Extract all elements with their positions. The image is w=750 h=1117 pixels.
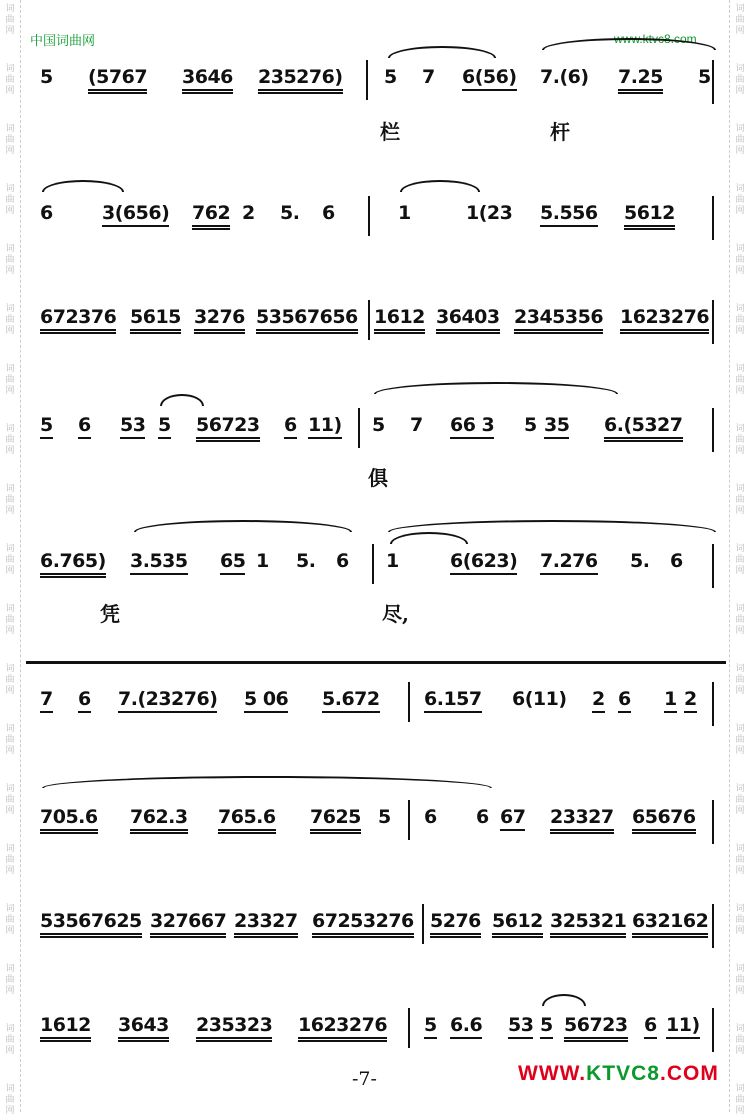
- slur: [542, 994, 586, 1006]
- note-group: 235323: [196, 1014, 272, 1042]
- note-group: 7.(23276): [118, 688, 217, 713]
- barline: [712, 682, 714, 726]
- lyric: 杆: [550, 120, 570, 144]
- side-watermark-text: 词 曲 网: [5, 544, 15, 576]
- note-group: 5.556: [540, 202, 598, 227]
- note-group: 1(23: [466, 202, 513, 224]
- barline: [366, 60, 368, 100]
- note-group: 6: [40, 202, 53, 224]
- brand-url-suffix: .COM: [660, 1062, 719, 1085]
- staff-row-1: [38, 60, 718, 100]
- side-watermark-text: 词 曲 网: [5, 844, 15, 876]
- note-group: 235276): [258, 66, 343, 94]
- slur: [42, 180, 124, 192]
- side-watermark-text: 词 曲 网: [5, 4, 15, 36]
- side-watermark-text: 词 曲 网: [5, 364, 15, 396]
- brand-url-prefix: WWW.: [518, 1062, 587, 1085]
- side-watermark-text: 词 曲 网: [5, 784, 15, 816]
- barline: [372, 544, 374, 584]
- note-group: 1: [398, 202, 411, 224]
- side-watermark-text: 词 曲 网: [735, 4, 745, 36]
- note-group: 5.672: [322, 688, 380, 713]
- note-group: 6.(5327: [604, 414, 683, 442]
- barline: [368, 196, 370, 236]
- note-group: 762: [192, 202, 230, 230]
- side-watermark-text: 词 曲 网: [5, 64, 15, 96]
- note-group: 762.3: [130, 806, 188, 834]
- note-group: 1612: [40, 1014, 91, 1042]
- note-group: 6: [284, 414, 297, 439]
- note-group: 5.: [296, 550, 316, 572]
- brand-url-top-right: www.ktvc8.com: [614, 32, 697, 46]
- note-group: 7.25: [618, 66, 663, 94]
- side-watermark-text: 词 曲 网: [735, 844, 745, 876]
- note-group: 66 3: [450, 414, 494, 439]
- note-group: 67253276: [312, 910, 414, 938]
- barline: [712, 300, 714, 344]
- note-group: 6: [78, 688, 91, 713]
- side-watermark-text: 词 曲 网: [735, 964, 745, 996]
- staff-row-7: [38, 800, 718, 840]
- note-group: 5615: [130, 306, 181, 334]
- note-group: 5: [158, 414, 171, 439]
- slur: [160, 394, 204, 406]
- note-group: 5: [698, 66, 711, 88]
- slur: [388, 520, 716, 532]
- note-group: 5.: [280, 202, 300, 224]
- note-group: 3(656): [102, 202, 169, 227]
- staff-row-9: [38, 1008, 718, 1048]
- side-watermark-text: 词 曲 网: [5, 184, 15, 216]
- note-group: 56723: [196, 414, 260, 442]
- barline: [712, 904, 714, 948]
- note-group: 672376: [40, 306, 116, 334]
- staff-row-3: [38, 300, 718, 340]
- note-group: 6.765): [40, 550, 106, 578]
- note-group: 65676: [632, 806, 696, 834]
- side-watermark-text: 词 曲 网: [5, 904, 15, 936]
- note-group: 5: [424, 1014, 437, 1039]
- note-group: 6: [322, 202, 335, 224]
- lyric: 栏: [380, 120, 400, 144]
- note-group: 3643: [118, 1014, 169, 1042]
- note-group: 11): [308, 414, 342, 439]
- side-watermark-text: 词 曲 网: [735, 64, 745, 96]
- side-watermark-text: 词 曲 网: [5, 124, 15, 156]
- note-group: 53: [120, 414, 145, 439]
- note-group: 5.: [630, 550, 650, 572]
- note-group: 632162: [632, 910, 708, 938]
- side-watermark-text: 词 曲 网: [5, 424, 15, 456]
- page-number: -7-: [352, 1068, 377, 1090]
- side-watermark-text: 词 曲 网: [735, 664, 745, 696]
- note-group: 2: [592, 688, 605, 713]
- note-group: 11): [666, 1014, 700, 1039]
- note-group: 1: [664, 688, 677, 713]
- staff-row-4: [38, 408, 718, 448]
- note-group: 705.6: [40, 806, 98, 834]
- note-group: 56723: [564, 1014, 628, 1042]
- note-group: 7: [40, 688, 53, 713]
- side-watermark-text: 词 曲 网: [735, 784, 745, 816]
- note-group: 5: [384, 66, 397, 88]
- barline: [358, 408, 360, 448]
- note-group: 765.6: [218, 806, 276, 834]
- note-group: 23327: [234, 910, 298, 938]
- note-group: 6: [644, 1014, 657, 1039]
- barline: [408, 800, 410, 840]
- barline: [368, 300, 370, 340]
- side-watermark-text: 词 曲 网: [735, 184, 745, 216]
- note-group: 1: [256, 550, 269, 572]
- note-group: 5: [40, 414, 53, 439]
- note-group: 2345356: [514, 306, 603, 334]
- side-watermark-text: 词 曲 网: [5, 1084, 15, 1116]
- note-group: 3.535: [130, 550, 188, 575]
- side-watermark-text: 词 曲 网: [735, 124, 745, 156]
- side-watermark-text: 词 曲 网: [5, 724, 15, 756]
- side-watermark-text: 词 曲 网: [5, 1024, 15, 1056]
- side-watermark-text: 词 曲 网: [735, 604, 745, 636]
- brand-text-top-left: 中国词曲网: [30, 33, 96, 48]
- note-group: 7: [410, 414, 423, 436]
- lyric: 尽,: [382, 602, 409, 626]
- note-group: 6: [336, 550, 349, 572]
- side-watermark-text: 词 曲 网: [735, 484, 745, 516]
- side-watermark-text: 词 曲 网: [735, 1024, 745, 1056]
- side-watermark-text: 词 曲 网: [5, 964, 15, 996]
- note-group: 2: [684, 688, 697, 713]
- slur: [388, 46, 496, 58]
- note-group: 6: [424, 806, 437, 828]
- side-watermark-text: 词 曲 网: [735, 544, 745, 576]
- barline: [712, 1008, 714, 1052]
- note-group: 6(56): [462, 66, 517, 91]
- note-group: 7.(6): [540, 66, 589, 88]
- note-group: 35: [544, 414, 569, 439]
- lyric: 凭: [100, 602, 120, 626]
- note-group: 5276: [430, 910, 481, 938]
- note-group: 7: [422, 66, 435, 88]
- note-group: 1: [386, 550, 399, 572]
- slur: [390, 532, 468, 544]
- note-group: 1623276: [620, 306, 709, 334]
- note-group: 53567625: [40, 910, 142, 938]
- side-watermark-text: 词 曲 网: [735, 304, 745, 336]
- note-group: 65: [220, 550, 245, 575]
- note-group: 6: [78, 414, 91, 439]
- note-group: 6(11): [512, 688, 567, 710]
- note-group: 1612: [374, 306, 425, 334]
- staff-row-5: [38, 544, 718, 584]
- note-group: 325321: [550, 910, 626, 938]
- note-group: (5767: [88, 66, 147, 94]
- barline: [712, 60, 714, 104]
- note-group: 5612: [624, 202, 675, 230]
- side-watermark-text: 词 曲 网: [735, 424, 745, 456]
- note-group: 6.157: [424, 688, 482, 713]
- staff-row-6: [38, 682, 718, 722]
- barline: [712, 408, 714, 452]
- side-watermark-text: 词 曲 网: [5, 604, 15, 636]
- slur: [42, 776, 492, 788]
- note-group: 5: [372, 414, 385, 436]
- side-watermark-text: 词 曲 网: [5, 664, 15, 696]
- note-group: 53567656: [256, 306, 358, 334]
- staff-row-8: [38, 904, 718, 944]
- barline: [712, 800, 714, 844]
- note-group: 6(623): [450, 550, 517, 575]
- note-group: 5: [524, 414, 537, 436]
- note-group: 23327: [550, 806, 614, 834]
- barline: [712, 196, 714, 240]
- note-group: 5 06: [244, 688, 288, 713]
- side-watermark-text: 词 曲 网: [5, 484, 15, 516]
- note-group: 67: [500, 806, 525, 831]
- side-watermark-text: 词 曲 网: [735, 724, 745, 756]
- note-group: 1623276: [298, 1014, 387, 1042]
- barline: [712, 544, 714, 588]
- note-group: 5: [378, 806, 391, 828]
- note-group: 327667: [150, 910, 226, 938]
- side-watermark-text: 词 曲 网: [5, 244, 15, 276]
- slur: [134, 520, 352, 532]
- slur: [400, 180, 480, 192]
- note-group: 6: [670, 550, 683, 572]
- note-group: 7.276: [540, 550, 598, 575]
- note-group: 3646: [182, 66, 233, 94]
- barline: [408, 1008, 410, 1048]
- side-watermark-text: 词 曲 网: [5, 304, 15, 336]
- brand-url-mid: KTVC8: [586, 1062, 660, 1085]
- brand-url-bottom: [518, 1062, 719, 1086]
- side-watermark-text: 词 曲 网: [735, 364, 745, 396]
- barline: [422, 904, 424, 944]
- note-group: 36403: [436, 306, 500, 334]
- section-divider: [26, 661, 726, 664]
- side-watermark-text: 词 曲 网: [735, 1084, 745, 1116]
- note-group: 6.6: [450, 1014, 482, 1039]
- note-group: 6: [618, 688, 631, 713]
- side-watermark-text: 词 曲 网: [735, 904, 745, 936]
- staff-row-2: [38, 196, 718, 236]
- note-group: 53: [508, 1014, 533, 1039]
- slur: [374, 382, 618, 394]
- barline: [408, 682, 410, 722]
- side-watermark-text: 词 曲 网: [735, 244, 745, 276]
- note-group: 6: [476, 806, 489, 828]
- lyric: 俱: [368, 466, 388, 490]
- note-group: 5612: [492, 910, 543, 938]
- note-group: 5: [540, 1014, 553, 1039]
- note-group: 2: [242, 202, 255, 224]
- note-group: 5: [40, 66, 53, 88]
- note-group: 3276: [194, 306, 245, 334]
- note-group: 7625: [310, 806, 361, 834]
